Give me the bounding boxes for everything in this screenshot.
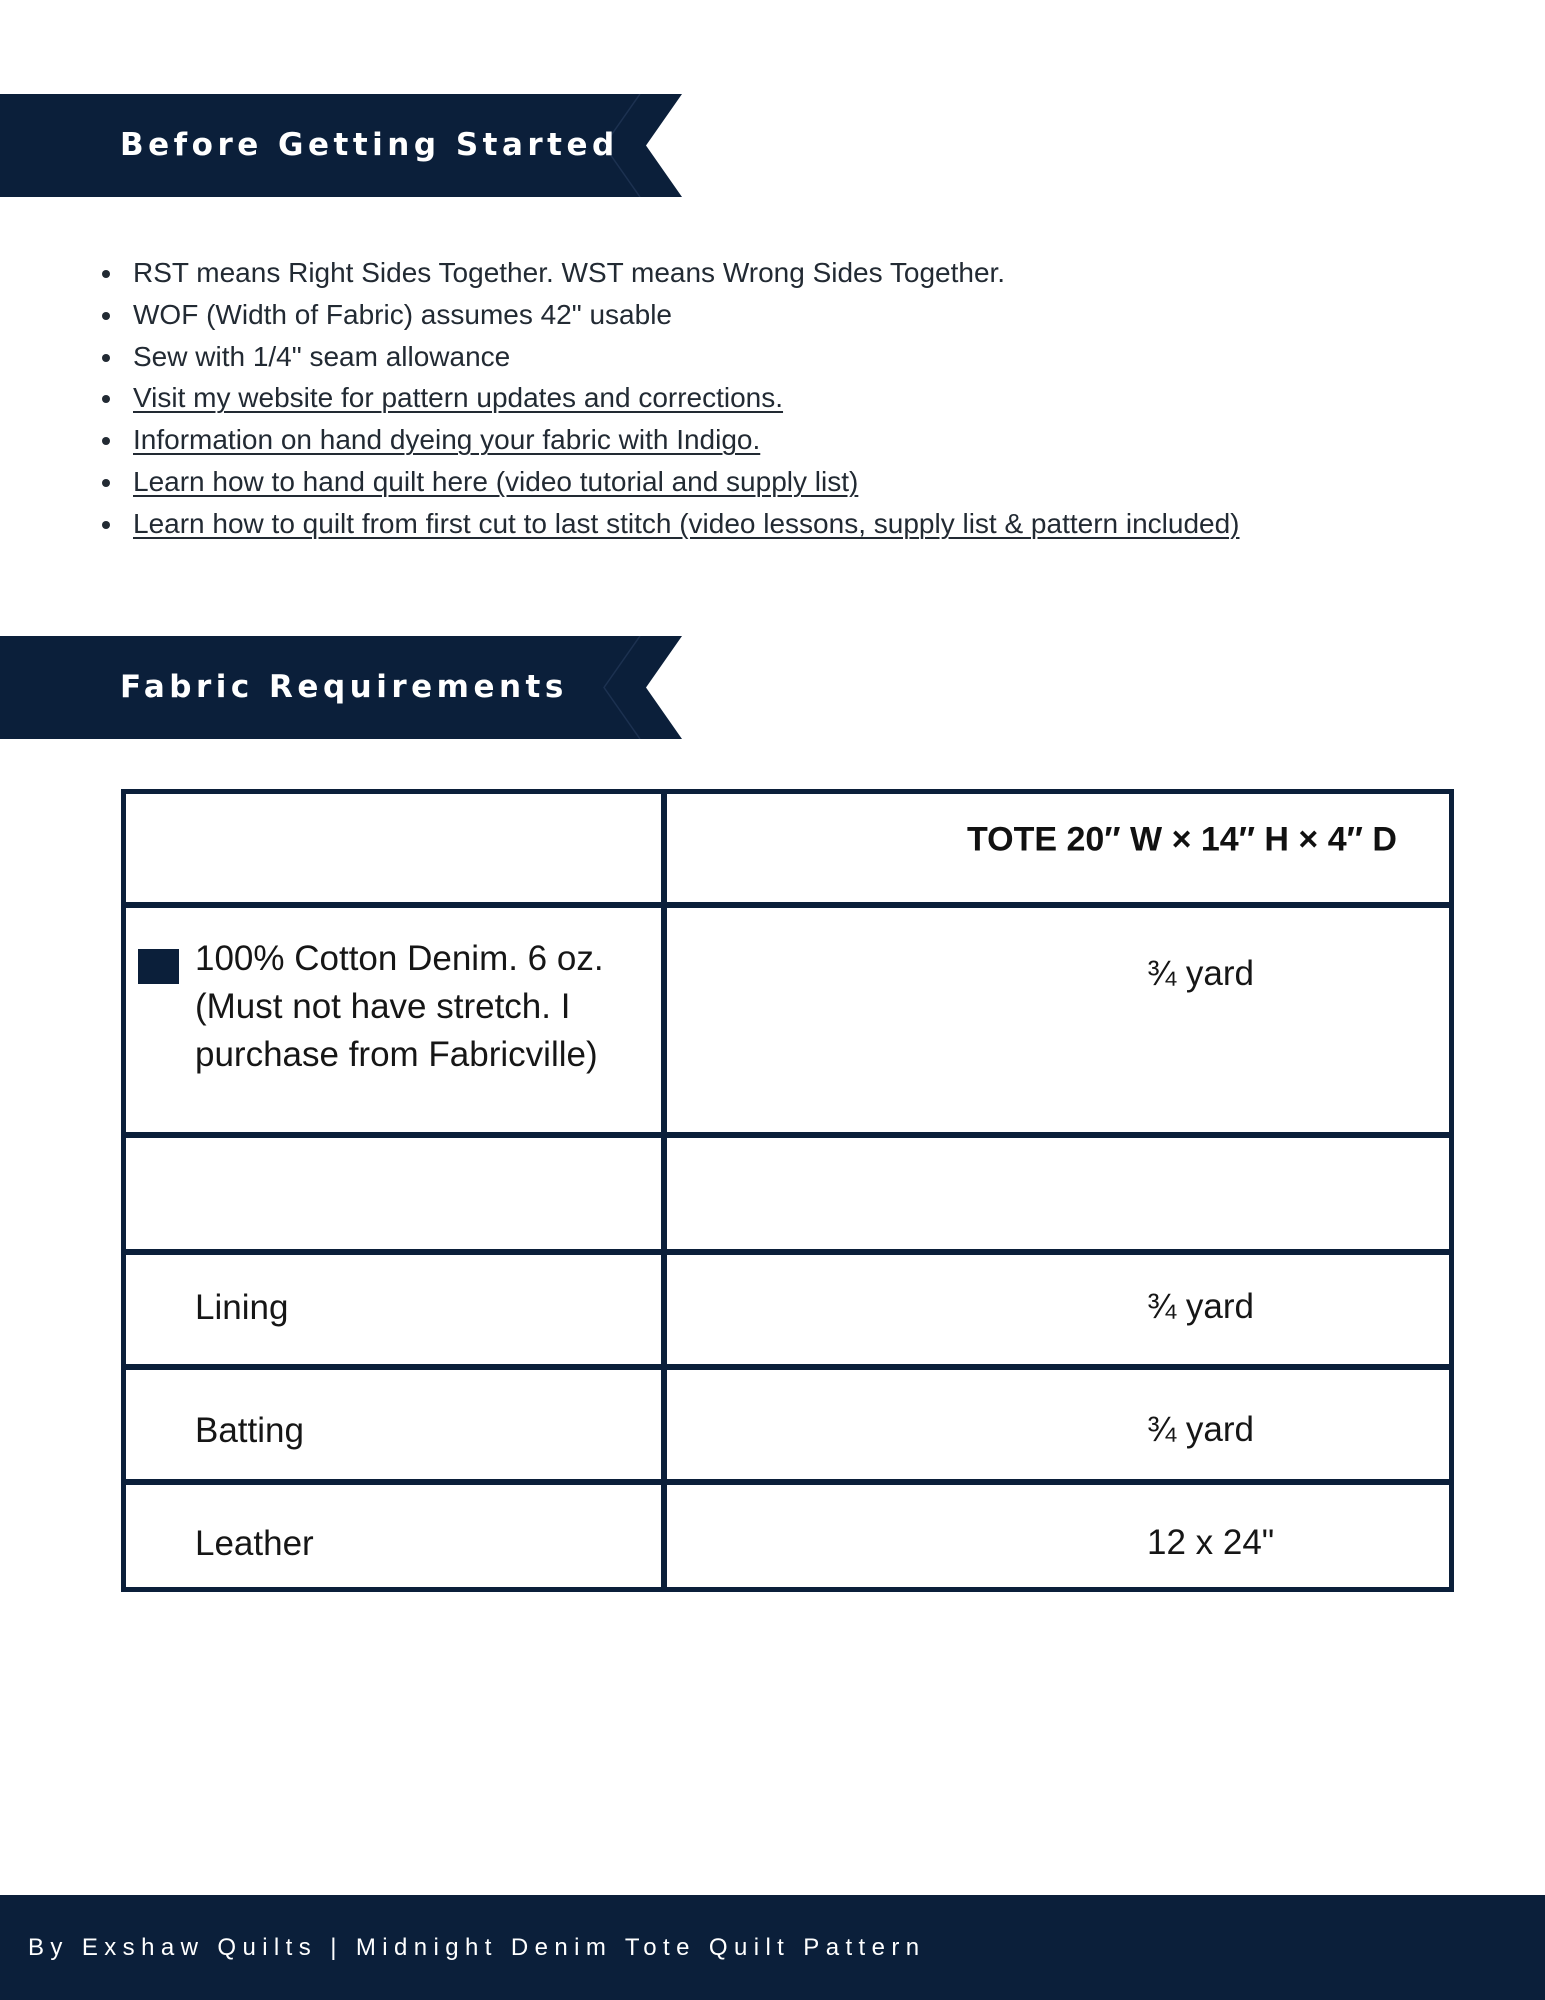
table-header-tote-size: TOTE 20″ W × 14″ H × 4″ D xyxy=(967,820,1397,859)
table-row-divider xyxy=(126,1479,1449,1485)
bullet-dot xyxy=(102,354,110,362)
list-item-text: WOF (Width of Fabric) assumes 42" usable xyxy=(133,298,672,330)
bullet-dot xyxy=(102,521,110,529)
indigo-dyeing-link[interactable]: Information on hand dyeing your fabric with Indigo. xyxy=(133,424,761,456)
quilting-course-link[interactable]: Learn how to quilt from first cut to last stitch (video lessons, supply list & pattern included) xyxy=(133,507,1240,539)
list-item xyxy=(96,503,1496,545)
section-banner-before-getting-started xyxy=(0,94,682,197)
table-row-divider xyxy=(126,1364,1449,1370)
list-item xyxy=(96,419,1496,461)
leather-material-cell: Leather xyxy=(195,1524,314,1563)
before-getting-started-list xyxy=(96,252,1496,545)
list-item-text: Sew with 1/4" seam allowance xyxy=(133,340,511,372)
bullet-dot xyxy=(102,312,110,320)
bullet-dot xyxy=(102,437,110,445)
section-title-fabric-requirements: Fabric Requirements xyxy=(120,669,568,705)
list-item xyxy=(96,461,1496,503)
leather-amount-cell: 12 x 24" xyxy=(1147,1523,1275,1562)
lining-amount-cell: ¾ yard xyxy=(1147,1287,1254,1326)
denim-amount-cell: ¾ yard xyxy=(1147,954,1254,993)
page-footer xyxy=(0,1895,1545,2000)
bullet-dot xyxy=(102,270,110,278)
table-row-divider xyxy=(126,1132,1449,1138)
list-item-text: RST means Right Sides Together. WST means Wrong Sides Together. xyxy=(133,257,1006,288)
section-banner-fabric-requirements xyxy=(0,636,682,739)
batting-material-cell: Batting xyxy=(195,1411,304,1450)
bullet-dot xyxy=(102,395,110,403)
table-row-divider xyxy=(126,902,1449,908)
list-item xyxy=(96,377,1496,419)
hand-quilt-tutorial-link[interactable]: Learn how to hand quilt here (video tutorial and supply list) xyxy=(133,465,859,497)
website-updates-link[interactable]: Visit my website for pattern updates and corrections. xyxy=(133,382,784,414)
list-item xyxy=(96,336,1496,378)
section-title-before-getting-started: Before Getting Started xyxy=(120,127,619,163)
denim-color-swatch xyxy=(138,949,179,984)
denim-material-cell: 100% Cotton Denim. 6 oz. (Must not have stretch. I purchase from Fabricville) xyxy=(195,939,604,1074)
batting-amount-cell: ¾ yard xyxy=(1147,1410,1254,1449)
bullet-dot xyxy=(102,479,110,487)
table-column-divider xyxy=(661,794,667,1587)
list-item xyxy=(96,252,1496,294)
lining-material-cell: Lining xyxy=(195,1288,289,1327)
list-item xyxy=(96,294,1496,336)
fabric-requirements-table xyxy=(121,789,1454,1592)
table-row-divider xyxy=(126,1249,1449,1255)
footer-credit-text: By Exshaw Quilts | Midnight Denim Tote Quilt Pattern xyxy=(28,1934,926,1961)
